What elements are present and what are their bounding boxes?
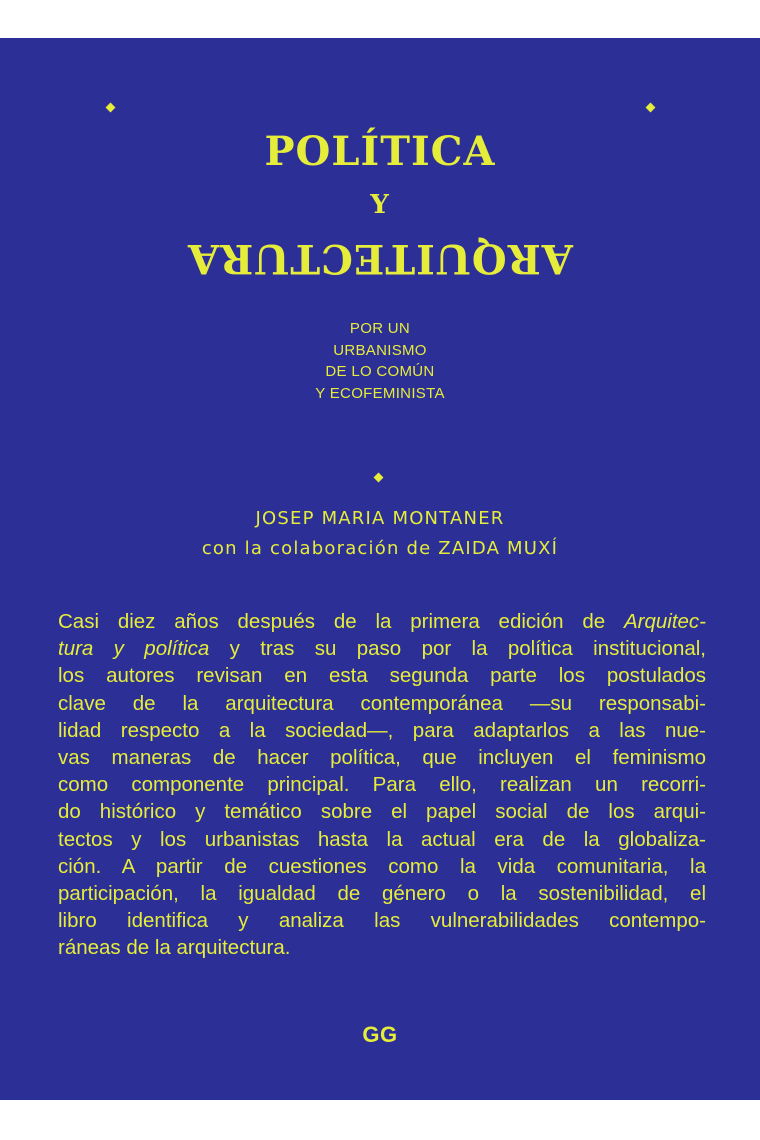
blurb-line: Casi diez años después de la primera edición de Arquitec- <box>58 610 706 633</box>
blurb-line: tectos y los urbanistas hasta la actual era de la globaliza- <box>58 827 706 851</box>
blurb-line: vas maneras de hacer política, que incluyen el feminismo <box>58 746 706 770</box>
blurb-line: lidad respecto a la sociedad—, para adaptarlos a las nue- <box>58 718 706 742</box>
blurb-line: ráneas de la arquitectura. <box>58 936 291 960</box>
title-politica: POLÍTICA <box>264 128 496 175</box>
subtitle-line: DE LO COMÚN <box>325 363 435 380</box>
title-conjunction: Y <box>370 190 390 220</box>
publisher-logo: GG <box>362 1022 398 1047</box>
collaboration-credit: con la colaboración de ZAIDA MUXÍ <box>201 538 559 559</box>
blurb-line: do histórico y temático sobre el papel social de los arqui- <box>58 800 706 824</box>
blurb-line: tura y política y tras su paso por la política institucional, <box>58 637 706 661</box>
blurb-line: clave de la arquitectura contemporánea —su responsabi- <box>58 691 706 715</box>
diamond-ornament-center <box>374 473 384 483</box>
subtitle-line: POR UN <box>349 320 411 337</box>
book-cover <box>0 38 760 1100</box>
title-arquitectura-inverted: ARQUITECTURA <box>187 235 573 282</box>
blurb-line: los autores revisan en esta segunda parte los postulados <box>58 664 706 688</box>
back-cover-blurb <box>58 608 706 962</box>
subtitle-line: URBANISMO <box>333 341 427 359</box>
blurb-line: libro identifica y analiza las vulnerabilidades contempo- <box>58 909 706 933</box>
subtitle <box>0 318 760 404</box>
diamond-ornament-right <box>646 103 656 113</box>
diamond-ornament-left <box>106 103 116 113</box>
blurb-line: participación, la igualdad de género o la sostenibilidad, el <box>58 882 706 906</box>
author-name: JOSEP MARIA MONTANER <box>255 508 505 529</box>
blurb-line: ción. A partir de cuestiones como la vida comunitaria, la <box>58 854 706 878</box>
blurb-line: como componente principal. Para ello, realizan un recorri- <box>58 773 706 797</box>
subtitle-line: Y ECOFEMINISTA <box>315 384 445 402</box>
